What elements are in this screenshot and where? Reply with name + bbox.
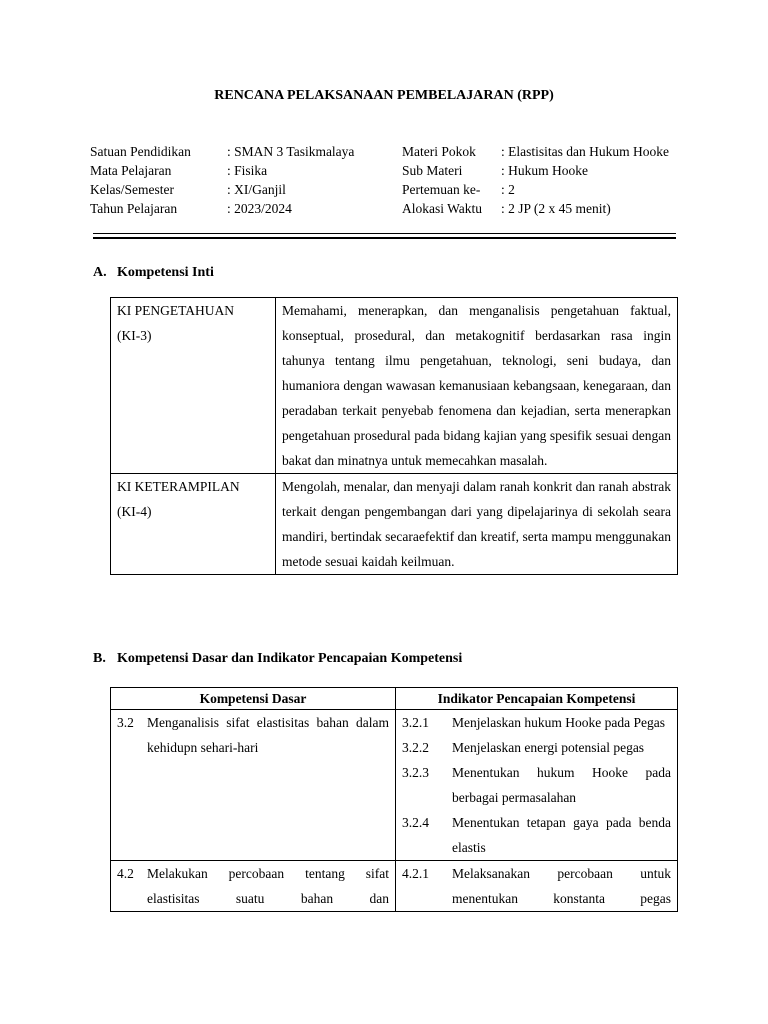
header-value: : XI/Ganjil (227, 182, 286, 197)
ipk-number: 3.2.2 (402, 740, 429, 755)
header-row (90, 161, 690, 180)
kd-number: 3.2 (117, 715, 134, 730)
header-label: Sub Materi (402, 163, 463, 178)
table-row (111, 861, 678, 912)
kompetensi-inti-table (110, 297, 678, 575)
header-label: Satuan Pendidikan (90, 144, 191, 159)
column-header-kd: Kompetensi Dasar (111, 688, 396, 710)
header-row (90, 142, 690, 161)
header-value: : Elastisitas dan Hukum Hooke (501, 144, 669, 159)
ipk-item (402, 710, 671, 735)
ki-label: KI PENGETAHUAN (117, 303, 235, 318)
ipk-item (402, 810, 671, 860)
header-label: Materi Pokok (402, 144, 476, 159)
ipk-text: Menentukan tetapan gaya pada benda elastis (452, 815, 671, 855)
ipk-text: Melaksanakan percobaan untuk menentukan konstanta pegas (452, 866, 671, 906)
header-value: : 2 (501, 182, 515, 197)
document-header-info (90, 142, 690, 218)
header-label: Kelas/Semester (90, 182, 174, 197)
ki-code: (KI-3) (117, 328, 152, 343)
header-value: : 2023/2024 (227, 201, 292, 216)
ki-description: Memahami, menerapkan, dan menganalisis pengetahuan faktual, konseptual, prosedural, dan metakognitif berdasarkan rasa ingin tahunya tentang ilmu pengetahuan, teknologi, seni budaya, dan humaniora dengan wawasan kemanusiaan kebangsaan, kenegaraan, dan peradaban terkait penyebab fenomena dan kejadian, serta menerapkan pengetahuan prosedural pada bidang kajian yang spesifik sesuai dengan bakat dan minatnya untuk memecahkan masalah. (276, 298, 678, 474)
table-header-row (111, 688, 678, 710)
section-a-heading (93, 265, 214, 281)
table-row (111, 710, 678, 861)
table-row (111, 474, 678, 575)
ipk-text: Menjelaskan energi potensial pegas (452, 740, 645, 755)
ki-label: KI KETERAMPILAN (117, 479, 240, 494)
ki-description: Mengolah, menalar, dan menyaji dalam ranah konkrit dan ranah abstrak terkait dengan pengembangan dari yang dipelajarinya di sekolah seara mandiri, bertindak secaraefektif dan kreatif, serta mampu menggunakan metode sesuai kaidah keilmuan. (276, 474, 678, 575)
section-letter: B. (93, 651, 106, 666)
ipk-item (402, 735, 671, 760)
section-title: Kompetensi Dasar dan Indikator Pencapaian Kompetensi (117, 651, 463, 666)
header-label: Mata Pelajaran (90, 163, 172, 178)
header-value: : Hukum Hooke (501, 163, 588, 178)
document-title: RENCANA PELAKSANAAN PEMBELAJARAN (RPP) (214, 88, 554, 103)
ipk-item (402, 861, 671, 911)
kd-item (117, 710, 389, 760)
header-label: Pertemuan ke- (402, 182, 481, 197)
kompetensi-dasar-table (110, 687, 678, 912)
ipk-item (402, 760, 671, 810)
ki-label-cell (111, 298, 276, 474)
section-b-heading (93, 651, 462, 667)
ki-code: (KI-4) (117, 504, 152, 519)
ki-label-cell (111, 474, 276, 575)
header-value: : SMAN 3 Tasikmalaya (227, 144, 355, 159)
ipk-cell (396, 710, 678, 861)
header-value: : 2 JP (2 x 45 menit) (501, 201, 611, 216)
column-header-ipk: Indikator Pencapaian Kompetensi (396, 688, 678, 710)
ipk-number: 4.2.1 (402, 866, 429, 881)
kd-item (117, 861, 389, 911)
ipk-text: Menjelaskan hukum Hooke pada Pegas (452, 715, 665, 730)
table-row (111, 298, 678, 474)
ipk-text: Menentukan hukum Hooke pada berbagai permasalahan (452, 765, 671, 805)
ipk-number: 3.2.4 (402, 815, 429, 830)
header-label: Tahun Pelajaran (90, 201, 178, 216)
kd-cell (111, 861, 396, 912)
header-label: Alokasi Waktu (402, 201, 483, 216)
header-row (90, 199, 690, 218)
ipk-cell (396, 861, 678, 912)
header-value: : Fisika (227, 163, 268, 178)
kd-text: Menganalisis sifat elastisitas bahan dalam kehidupn sehari-hari (147, 715, 389, 755)
ipk-number: 3.2.1 (402, 715, 429, 730)
header-divider-thick (93, 237, 676, 239)
header-row (90, 180, 690, 199)
kd-cell (111, 710, 396, 861)
kd-number: 4.2 (117, 866, 134, 881)
ipk-number: 3.2.3 (402, 765, 429, 780)
section-title: Kompetensi Inti (117, 265, 214, 280)
header-divider-thin (93, 233, 676, 234)
kd-text: Melakukan percobaan tentang sifat elastisitas suatu bahan dan (147, 866, 389, 906)
section-letter: A. (93, 265, 107, 280)
